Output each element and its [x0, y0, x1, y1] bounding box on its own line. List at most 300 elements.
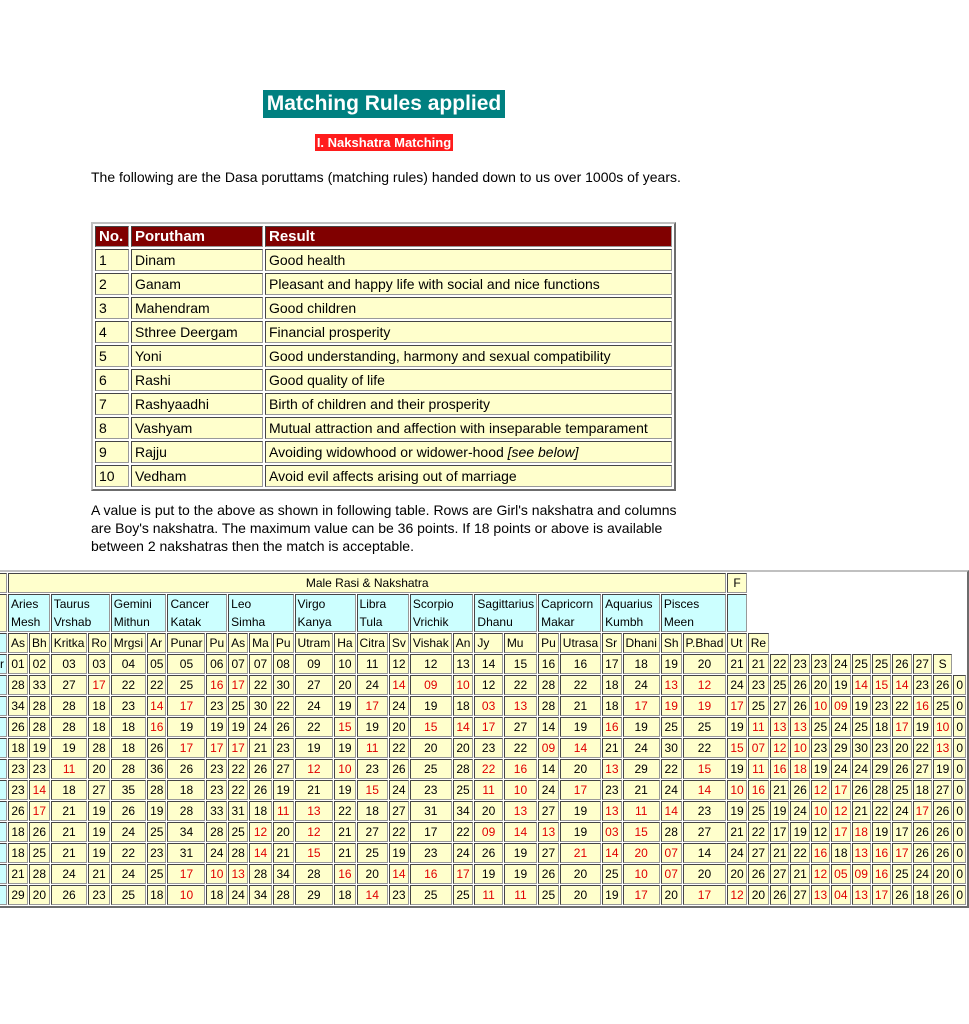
- match-score: 09: [538, 738, 559, 758]
- match-score: 13: [933, 738, 952, 758]
- match-score: 21: [51, 822, 88, 842]
- match-score: 23: [389, 885, 409, 905]
- match-score: 22: [474, 759, 502, 779]
- female-nakshatra-label: [0, 696, 7, 716]
- poruttham-number: 3: [95, 297, 129, 319]
- match-score: 29: [872, 759, 891, 779]
- match-score: 17: [167, 696, 205, 716]
- match-score: 05: [147, 654, 166, 674]
- match-score: 19: [504, 864, 537, 884]
- match-score: 28: [228, 843, 248, 863]
- nakshatra-header: Utrasa: [560, 633, 601, 653]
- match-score: 24: [295, 696, 334, 716]
- match-score: 23: [811, 654, 830, 674]
- match-score: 23: [474, 738, 502, 758]
- match-score: 19: [727, 759, 746, 779]
- match-score: 15: [727, 738, 746, 758]
- match-score: 20: [748, 885, 769, 905]
- match-score: 23: [913, 675, 932, 695]
- match-score: 12: [249, 822, 272, 842]
- rasi-hindi-name: Makar: [541, 615, 575, 629]
- match-score: 22: [560, 675, 601, 695]
- match-score: 28: [51, 696, 88, 716]
- match-score: 22: [661, 759, 682, 779]
- poruttham-result-text: Good understanding, harmony and sexual compatibility: [269, 348, 611, 364]
- match-score: 14: [249, 843, 272, 863]
- rasi-english-name: Virgo: [297, 597, 326, 611]
- match-score: 26: [913, 822, 932, 842]
- match-score: 27: [748, 843, 769, 863]
- match-score: 16: [748, 780, 769, 800]
- match-score: 20: [410, 738, 452, 758]
- match-score: 20: [811, 675, 830, 695]
- rasi-hindi-name: Mesh: [11, 615, 41, 629]
- rasi-cell: [474, 594, 537, 632]
- match-score: 22: [872, 801, 891, 821]
- match-score: 24: [661, 780, 682, 800]
- match-score: 10: [811, 801, 830, 821]
- match-score: 25: [852, 654, 871, 674]
- match-score: 14: [892, 675, 911, 695]
- match-score: 26: [892, 654, 911, 674]
- match-score: 26: [933, 675, 952, 695]
- female-nakshatra-label: [0, 843, 7, 863]
- match-score: 10: [933, 717, 952, 737]
- match-score: 20: [88, 759, 109, 779]
- match-score: 12: [295, 822, 334, 842]
- poruttham-row: [95, 249, 672, 271]
- match-score: 17: [623, 696, 660, 716]
- match-score: 15: [295, 843, 334, 863]
- match-score: 19: [623, 717, 660, 737]
- match-score: 25: [811, 717, 830, 737]
- match-score: 26: [389, 759, 409, 779]
- match-score: 18: [249, 801, 272, 821]
- poruttham-name: Vashyam: [131, 417, 263, 439]
- nakshatra-header: Jy: [474, 633, 502, 653]
- poruttham-name: Yoni: [131, 345, 263, 367]
- match-score: 16: [334, 864, 355, 884]
- match-score: 23: [206, 696, 227, 716]
- match-score: 27: [770, 864, 789, 884]
- match-score: 14: [474, 654, 502, 674]
- match-score: 22: [683, 738, 727, 758]
- match-score: 23: [206, 759, 227, 779]
- nakshatra-header: An: [453, 633, 474, 653]
- poruttham-result: [265, 321, 672, 343]
- match-score: 17: [892, 717, 911, 737]
- match-score: 14: [683, 780, 727, 800]
- poruttham-number: 10: [95, 465, 129, 487]
- match-score: 26: [51, 885, 88, 905]
- match-score: 09: [831, 696, 850, 716]
- match-score: 18: [913, 885, 932, 905]
- match-score: 13: [602, 801, 621, 821]
- match-score: 19: [683, 696, 727, 716]
- match-score: 27: [273, 759, 294, 779]
- match-score: 11: [273, 801, 294, 821]
- section-title: I. Nakshatra Matching: [316, 135, 452, 150]
- match-score: 31: [167, 843, 205, 863]
- match-score: 18: [602, 696, 621, 716]
- match-score: 17: [357, 696, 388, 716]
- rasi-cell: [167, 594, 227, 632]
- match-score: 12: [683, 675, 727, 695]
- match-score: 22: [453, 822, 474, 842]
- match-score: 24: [228, 885, 248, 905]
- rasi-cell: [357, 594, 409, 632]
- match-score: 20: [273, 822, 294, 842]
- match-score: 15: [623, 822, 660, 842]
- poruttham-row: [95, 393, 672, 415]
- rasi-english-name: Taurus: [53, 597, 90, 611]
- nakshatra-header: Sh: [661, 633, 682, 653]
- nakshatra-header: As: [228, 633, 248, 653]
- match-score: 34: [167, 822, 205, 842]
- match-score: 10: [623, 864, 660, 884]
- match-score: 26: [790, 780, 809, 800]
- row-end-label: 0: [953, 738, 966, 758]
- nakshatra-header: Re: [748, 633, 769, 653]
- match-score: 09: [474, 822, 502, 842]
- nakshatra-header: Vishak: [410, 633, 452, 653]
- poruttham-row: [95, 465, 672, 487]
- match-score: 24: [831, 717, 850, 737]
- match-score: 13: [538, 822, 559, 842]
- match-score: 18: [88, 717, 109, 737]
- match-score: 21: [51, 801, 88, 821]
- match-score: 22: [504, 738, 537, 758]
- row-end-label: 0: [953, 822, 966, 842]
- match-score: 18: [831, 843, 850, 863]
- match-score: 23: [111, 696, 146, 716]
- match-score: 19: [560, 801, 601, 821]
- match-score: 19: [852, 696, 871, 716]
- match-score: 27: [538, 801, 559, 821]
- nakshatra-header: Utram: [295, 633, 334, 653]
- match-score: 21: [852, 801, 871, 821]
- matrix-row: [0, 654, 966, 674]
- match-score: 17: [602, 654, 621, 674]
- match-score: 17: [474, 717, 502, 737]
- nakshatra-header: P.Bhad: [683, 633, 727, 653]
- match-score: 11: [51, 759, 88, 779]
- match-score: 10: [167, 885, 205, 905]
- matrix-nak-spacer: [0, 633, 7, 653]
- match-score: 08: [273, 654, 294, 674]
- match-score: 21: [727, 822, 746, 842]
- match-score: 04: [831, 885, 850, 905]
- match-score: 19: [51, 738, 88, 758]
- match-score: 12: [811, 822, 830, 842]
- match-score: 20: [474, 801, 502, 821]
- match-score: 18: [8, 738, 28, 758]
- rasi-cell: [51, 594, 110, 632]
- match-score: 11: [748, 717, 769, 737]
- match-score: 15: [410, 717, 452, 737]
- match-score: 26: [933, 843, 952, 863]
- match-score: 21: [727, 654, 746, 674]
- match-score: 22: [295, 717, 334, 737]
- match-score: 14: [683, 843, 727, 863]
- match-score: 33: [29, 675, 50, 695]
- match-score: 20: [29, 885, 50, 905]
- rasi-english-name: Sagittarius: [477, 597, 535, 611]
- match-score: 15: [504, 654, 537, 674]
- nakshatra-header: Sv: [389, 633, 409, 653]
- match-score: 27: [389, 801, 409, 821]
- matching-matrix: [0, 570, 969, 908]
- rasi-cell: [295, 594, 356, 632]
- poruttham-result: [265, 465, 672, 487]
- match-score: 18: [602, 675, 621, 695]
- match-score: 17: [872, 885, 891, 905]
- match-score: 19: [770, 801, 789, 821]
- match-score: 19: [602, 885, 621, 905]
- match-score: 24: [51, 864, 88, 884]
- match-score: 28: [51, 717, 88, 737]
- female-nakshatra-label: [0, 822, 7, 842]
- match-score: 20: [623, 843, 660, 863]
- match-score: 22: [892, 696, 911, 716]
- match-score: 19: [88, 843, 109, 863]
- match-score: 34: [453, 801, 474, 821]
- match-score: 25: [748, 696, 769, 716]
- match-score: 27: [295, 675, 334, 695]
- match-score: 26: [8, 717, 28, 737]
- match-score: 18: [88, 696, 109, 716]
- poruttham-number: 6: [95, 369, 129, 391]
- poruttham-name: Mahendram: [131, 297, 263, 319]
- poruttham-name: Dinam: [131, 249, 263, 271]
- match-score: 12: [831, 801, 850, 821]
- match-score: 16: [872, 843, 891, 863]
- female-nakshatra-label: [0, 864, 7, 884]
- match-score: 26: [249, 780, 272, 800]
- match-score: 28: [8, 675, 28, 695]
- section-title-wrap: [0, 134, 768, 152]
- row-end-label: 0: [953, 759, 966, 779]
- match-score: 22: [228, 759, 248, 779]
- match-score: 22: [147, 675, 166, 695]
- match-score: 26: [8, 801, 28, 821]
- match-score: 22: [273, 696, 294, 716]
- match-score: 26: [538, 864, 559, 884]
- match-score: 22: [228, 780, 248, 800]
- matrix-row: [0, 717, 966, 737]
- nakshatra-header: Punar: [167, 633, 205, 653]
- match-score: 25: [852, 717, 871, 737]
- match-score: 26: [852, 780, 871, 800]
- female-nakshatra-label: r: [0, 654, 7, 674]
- rasi-hindi-name: Vrshab: [53, 615, 92, 629]
- col-header-no: No.: [95, 226, 129, 247]
- match-score: 25: [892, 780, 911, 800]
- nakshatra-header: Mu: [504, 633, 537, 653]
- match-score: 23: [872, 696, 891, 716]
- match-score: 28: [872, 780, 891, 800]
- match-score: 18: [913, 780, 932, 800]
- match-score: 25: [770, 675, 789, 695]
- match-score: 35: [111, 780, 146, 800]
- match-score: 11: [623, 801, 660, 821]
- match-score: 17: [167, 864, 205, 884]
- matrix-corner: [0, 573, 7, 593]
- poruttham-row: [95, 345, 672, 367]
- match-score: 22: [111, 675, 146, 695]
- poruttham-row: [95, 369, 672, 391]
- match-score: 28: [147, 780, 166, 800]
- match-score: 24: [206, 843, 227, 863]
- match-score: 15: [334, 717, 355, 737]
- match-score: 19: [273, 780, 294, 800]
- match-score: 14: [357, 885, 388, 905]
- match-score: 16: [504, 759, 537, 779]
- match-score: 23: [8, 780, 28, 800]
- match-score: 26: [892, 759, 911, 779]
- rasi-hindi-name: Kumbh: [605, 615, 644, 629]
- match-score: 10: [727, 780, 746, 800]
- match-score: 19: [147, 801, 166, 821]
- match-score: 28: [273, 885, 294, 905]
- match-score: 18: [147, 885, 166, 905]
- match-score: 24: [727, 675, 746, 695]
- match-score: 14: [504, 822, 537, 842]
- match-score: 26: [933, 822, 952, 842]
- match-score: 11: [504, 885, 537, 905]
- poruttham-result: [265, 297, 672, 319]
- match-score: 01: [8, 654, 28, 674]
- match-score: 12: [770, 738, 789, 758]
- match-score: 20: [560, 864, 601, 884]
- match-score: 25: [111, 885, 146, 905]
- nakshatra-header: Citra: [357, 633, 388, 653]
- match-score: 21: [770, 843, 789, 863]
- match-score: 18: [8, 843, 28, 863]
- match-score: 03: [88, 654, 109, 674]
- match-score: 28: [538, 696, 559, 716]
- match-score: 19: [228, 717, 248, 737]
- match-score: 23: [29, 759, 50, 779]
- match-score: 13: [811, 885, 830, 905]
- match-score: 12: [727, 885, 746, 905]
- nakshatra-header: Dhani: [623, 633, 660, 653]
- match-score: 27: [538, 843, 559, 863]
- poruttham-number: 1: [95, 249, 129, 271]
- match-score: 18: [334, 885, 355, 905]
- poruttham-number: 9: [95, 441, 129, 463]
- poruttham-result-text: Avoid evil affects arising out of marriage: [269, 468, 517, 484]
- match-score: 18: [111, 717, 146, 737]
- match-score: 17: [913, 801, 932, 821]
- row-end-label: 0: [953, 843, 966, 863]
- match-score: 21: [249, 738, 272, 758]
- match-score: 17: [206, 738, 227, 758]
- female-nakshatra-label: [0, 675, 7, 695]
- match-score: 20: [334, 675, 355, 695]
- match-score: 22: [389, 738, 409, 758]
- match-score: 19: [811, 759, 830, 779]
- match-score: 19: [410, 696, 452, 716]
- match-score: 25: [453, 780, 474, 800]
- match-score: 26: [29, 822, 50, 842]
- rasi-english-name: Scorpio: [412, 597, 454, 611]
- match-score: 30: [273, 675, 294, 695]
- poruttham-result: [265, 249, 672, 271]
- poruttham-result-text: Birth of children and their prosperity: [269, 396, 490, 412]
- poruttham-result-text: Good quality of life: [269, 372, 385, 388]
- matrix-row: [0, 738, 966, 758]
- match-score: 19: [334, 696, 355, 716]
- rasi-cell: [111, 594, 167, 632]
- match-score: 12: [811, 864, 830, 884]
- match-score: 21: [602, 738, 621, 758]
- poruttham-result-text: Avoiding widowhood or widower-hood: [269, 444, 504, 460]
- match-score: 22: [504, 675, 537, 695]
- match-score: 19: [727, 801, 746, 821]
- match-score: 14: [538, 759, 559, 779]
- match-score: 12: [389, 654, 409, 674]
- match-score: 13: [852, 885, 871, 905]
- match-score: 29: [8, 885, 28, 905]
- match-score: 18: [167, 780, 205, 800]
- match-score: 28: [111, 759, 146, 779]
- match-score: 25: [410, 885, 452, 905]
- match-score: 19: [295, 738, 334, 758]
- match-score: 18: [852, 822, 871, 842]
- match-score: 28: [295, 864, 334, 884]
- rasi-hindi-name: Simha: [231, 615, 266, 629]
- match-score: 28: [29, 717, 50, 737]
- match-score: 02: [29, 654, 50, 674]
- match-score: 23: [206, 780, 227, 800]
- poruttham-result: [265, 273, 672, 295]
- match-score: 05: [831, 864, 850, 884]
- match-score: 21: [334, 822, 355, 842]
- match-score: 23: [88, 885, 109, 905]
- match-score: 19: [88, 822, 109, 842]
- col-header-result: Result: [265, 226, 672, 247]
- match-score: 17: [560, 780, 601, 800]
- match-score: 20: [661, 885, 682, 905]
- match-score: 26: [111, 801, 146, 821]
- matrix-row: [0, 759, 966, 779]
- nakshatra-header: Kritka: [51, 633, 88, 653]
- matching-matrix-viewport: [0, 570, 963, 902]
- rasi-hindi-name: Dhanu: [477, 615, 513, 629]
- match-score: 23: [147, 843, 166, 863]
- match-score: 26: [147, 738, 166, 758]
- poruttham-name: Ganam: [131, 273, 263, 295]
- match-score: 20: [683, 654, 727, 674]
- match-score: 13: [453, 654, 474, 674]
- match-score: 26: [474, 843, 502, 863]
- match-score: 20: [727, 864, 746, 884]
- match-score: 22: [334, 801, 355, 821]
- match-score: 16: [538, 654, 559, 674]
- poruttham-name: Rashyaadhi: [131, 393, 263, 415]
- matrix-row: [0, 696, 966, 716]
- match-score: 14: [538, 717, 559, 737]
- match-score: 21: [770, 780, 789, 800]
- match-score: 16: [410, 864, 452, 884]
- match-score: 21: [623, 780, 660, 800]
- match-score: 14: [852, 675, 871, 695]
- match-score: 29: [831, 738, 850, 758]
- match-score: 11: [748, 759, 769, 779]
- match-score: 24: [727, 843, 746, 863]
- match-score: 23: [872, 738, 891, 758]
